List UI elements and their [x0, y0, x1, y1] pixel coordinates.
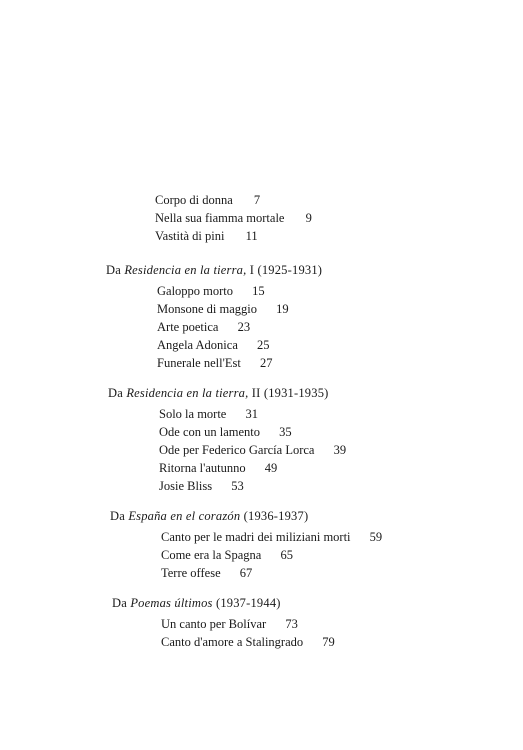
- entry-title: Josie Bliss: [159, 479, 213, 493]
- entry-title: Corpo di donna: [155, 193, 233, 207]
- section-suffix: (1937-1944): [215, 596, 281, 610]
- entry-page: 49: [264, 461, 278, 475]
- list-item: [161, 547, 293, 563]
- entry-title: Canto d'amore a Stalingrado: [161, 635, 304, 649]
- list-item: [159, 478, 244, 494]
- section-prefix: Da: [108, 386, 123, 400]
- entry-page: 19: [276, 302, 289, 316]
- section-prefix: Da: [112, 596, 127, 610]
- list-item: [157, 319, 250, 335]
- list-item: [159, 406, 258, 422]
- entry-title: Angela Adonica: [157, 338, 238, 352]
- list-item: [155, 210, 312, 226]
- list-item: [157, 355, 272, 371]
- section-book-title: España en el corazón: [128, 509, 241, 523]
- entry-page: 9: [305, 211, 312, 225]
- entry-page: 15: [252, 284, 265, 298]
- section-book-title: Residencia en la tierra,: [126, 386, 249, 400]
- list-item: [155, 192, 260, 208]
- entry-title: Ode con un lamento: [159, 425, 261, 439]
- entry-title: Ritorna l'autunno: [159, 461, 246, 475]
- list-item: [161, 634, 335, 650]
- section-heading: [110, 508, 308, 524]
- entry-title: Come era la Spagna: [161, 548, 262, 562]
- list-item: [159, 442, 346, 458]
- entry-page: 65: [280, 548, 293, 562]
- entry-title: Arte poetica: [157, 320, 219, 334]
- list-item: [161, 616, 298, 632]
- entry-title: Un canto per Bolívar: [161, 617, 267, 631]
- list-item: [157, 337, 270, 353]
- section-suffix: (1936-1937): [243, 509, 309, 523]
- list-item: [161, 529, 382, 545]
- entry-page: 35: [279, 425, 292, 439]
- entry-title: Ode per Federico García Lorca: [159, 443, 315, 457]
- entry-title: Solo la morte: [159, 407, 227, 421]
- list-item: [159, 460, 277, 476]
- entry-title: Nella sua fiamma mortale: [155, 211, 285, 225]
- section-book-title: Poemas últimos: [130, 596, 213, 610]
- entry-title: Galoppo morto: [157, 284, 234, 298]
- section-suffix: II (1931-1935): [251, 386, 329, 400]
- entry-page: 39: [333, 443, 347, 457]
- list-item: [159, 424, 292, 440]
- section-prefix: Da: [110, 509, 125, 523]
- section-book-title: Residencia en la tierra,: [124, 263, 247, 277]
- entry-page: 79: [322, 635, 335, 649]
- section-heading: [106, 262, 322, 278]
- entry-page: 59: [369, 530, 383, 544]
- entry-page: 23: [237, 320, 251, 334]
- entry-page: 73: [285, 617, 298, 631]
- entry-page: 7: [253, 193, 261, 207]
- entry-title: Funerale nell'Est: [157, 356, 241, 370]
- entry-page: 25: [257, 338, 270, 352]
- section-heading: [112, 595, 281, 611]
- entry-title: Terre offese: [161, 566, 221, 580]
- list-item: [157, 301, 289, 317]
- entry-page: 27: [259, 356, 273, 370]
- entry-title: Canto per le madri dei miliziani morti: [161, 530, 351, 544]
- entry-page: 31: [245, 407, 258, 421]
- section-suffix: I (1925-1931): [249, 263, 323, 277]
- entry-page: 53: [231, 479, 244, 493]
- list-item: [155, 228, 258, 244]
- entry-page: 67: [239, 566, 253, 580]
- section-prefix: Da: [106, 263, 121, 277]
- entry-title: Vastità di pini: [155, 229, 225, 243]
- entry-title: Monsone di maggio: [157, 302, 257, 316]
- list-item: [157, 283, 265, 299]
- entry-page: 11: [245, 229, 258, 243]
- list-item: [161, 565, 252, 581]
- section-heading: [108, 385, 329, 401]
